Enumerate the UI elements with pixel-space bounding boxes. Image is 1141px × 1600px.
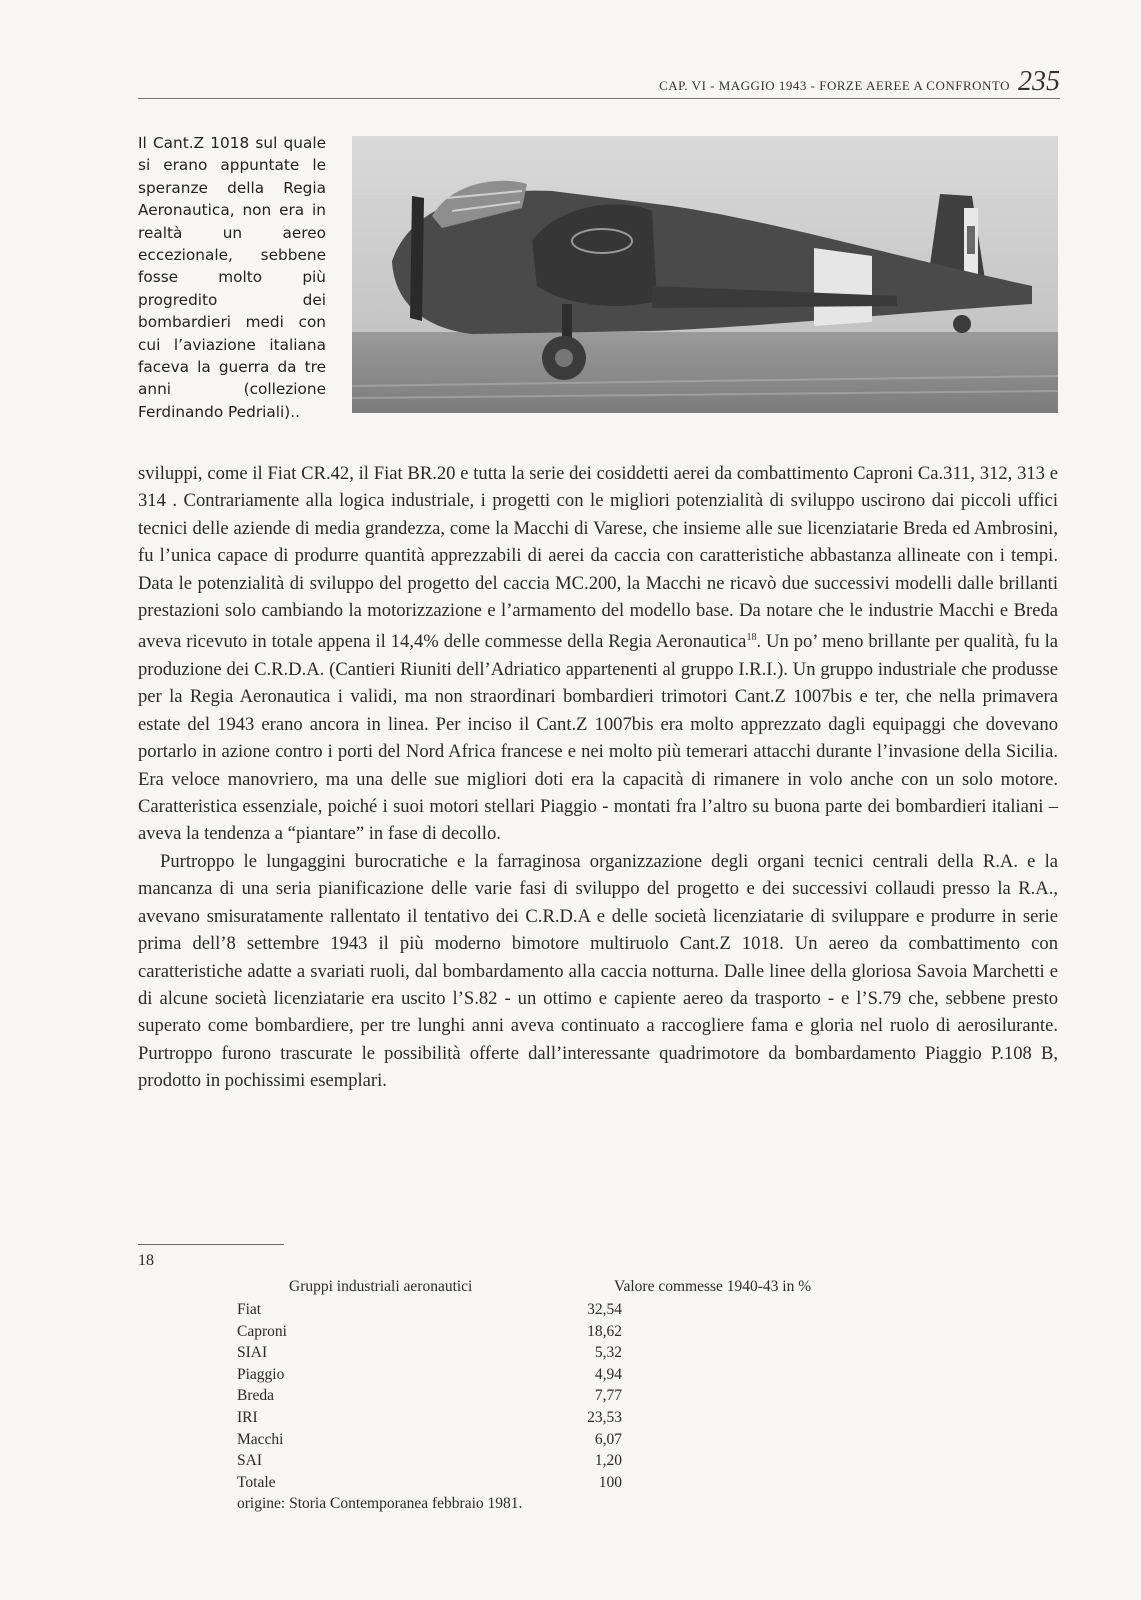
group-value: 18,62	[587, 1322, 622, 1340]
group-name: Totale	[237, 1473, 276, 1491]
group-name: Fiat	[237, 1301, 262, 1318]
footnote-rule	[138, 1244, 284, 1245]
table-row	[0, 1452, 700, 1474]
group-name: SIAI	[237, 1344, 268, 1362]
paragraph-1-part-a: sviluppi, come il Fiat CR.42, il Fiat BR.20 e tutta la serie dei cosiddetti aerei da combattimento Caproni Ca.311, 312, 313 e 314 . Contrariamente alla logica industriale, i progetti con le migliori potenzialità di sviluppo uscirono dai piccoli uffici tecnici delle aziende di media grandezza, come la Macchi di Varese, che insieme alle sue licenziatarie Breda ed Ambrosini, fu l’unica capace di produrre quantità apprezzabili di aerei da caccia con caratteristiche abbastanza allineate con i tempi. Data le potenzialità di sviluppo del progetto del caccia MC.200, la Macchi ne ricavò due successivi modelli dalle brillanti prestazioni solo cambiando la motorizzazione e l’armamento del modello base. Da notare che le industrie Macchi e Breda aveva ricevuto in totale appena il 14,4% delle commesse della Regia Aeronautica	[138, 463, 1058, 653]
running-head: CAP. VI - MAGGIO 1943 - FORZE AEREE A CONFRONTO	[659, 78, 1010, 93]
column-header-value: Valore commesse 1940-43 in %	[614, 1278, 812, 1295]
footnote-number: 18	[138, 1252, 154, 1269]
table-row	[0, 1301, 700, 1323]
body-text	[138, 460, 1058, 1095]
group-name: Caproni	[237, 1322, 287, 1340]
table-row	[0, 1344, 700, 1366]
group-name: Breda	[237, 1387, 275, 1405]
group-name: Piaggio	[237, 1365, 285, 1383]
group-value: 4,94	[594, 1365, 622, 1383]
group-value: 5,32	[594, 1344, 622, 1362]
table-source: origine: Storia Contemporanea febbraio 1981.	[237, 1495, 523, 1512]
paragraph-2: Purtroppo le lungaggini burocratiche e la farraginosa organizzazione degli organi tecnici centrali della R.A. e la mancanza di una seria pianificazione delle varie fasi di sviluppo del progetto e dei successivi collaudi presso la R.A., avevano smisuratamente rallentato il tentativo dei C.R.D.A e delle società licenziatarie di sviluppare e produrre in serie prima dell’8 settembre 1943 il più moderno bimotore multiruolo Cant.Z 1018. Un aereo da combattimento con caratteristiche adatte a svariati ruoli, dal bombardamento alla caccia notturna. Dalle linee della gloriosa Savoia Marchetti e di alcune società licenziatarie era uscito l’S.82 - un ottimo e capiente aereo da trasporto - e l’S.79 che, sebbene presto superato come bombardiere, per tre lunghi anni aveva continuato a raccogliere fama e gloria nel ruolo di aerosilurante. Purtroppo furono trascurate le possibilità offerte dall’interessante quadrimotore da bombardamento Piaggio P.108 B, prodotto in pochissimi esemplari.	[138, 850, 1058, 1092]
table-rows	[0, 1301, 700, 1495]
column-header-group: Gruppi industriali aeronautici	[289, 1278, 473, 1295]
page-header	[138, 62, 1060, 99]
group-name: IRI	[237, 1408, 258, 1426]
table-row	[0, 1474, 700, 1496]
photo-caption: Il Cant.Z 1018 sul quale si erano appuntate le speranze della Regia Aeronautica, non era in realtà un aereo eccezionale, sebbene fosse molto più progredito dei bombardieri medi con cui l’aviazione italiana faceva la guerra da tre anni (collezione Ferdinando Pedriali)..	[138, 134, 326, 421]
cant-z-1018-photo-illustration	[352, 136, 1058, 413]
table-row	[0, 1387, 700, 1409]
group-value: 100	[598, 1473, 622, 1491]
group-value: 32,54	[587, 1301, 622, 1318]
group-name: Macchi	[237, 1430, 284, 1448]
table-row	[0, 1366, 700, 1388]
group-value: 7,77	[594, 1387, 622, 1405]
aircraft-photo	[352, 136, 1058, 413]
group-value: 1,20	[594, 1452, 622, 1470]
paragraph-1	[138, 460, 1058, 848]
table-row	[0, 1409, 700, 1431]
footnote-reference: 18	[746, 632, 757, 644]
page-number: 235	[1018, 66, 1060, 97]
group-name: SAI	[237, 1452, 262, 1470]
group-value: 6,07	[594, 1430, 622, 1448]
group-value: 23,53	[587, 1408, 622, 1426]
paragraph-1-part-b: . Un po’ meno brillante per qualità, fu la produzione dei C.R.D.A. (Cantieri Riuniti dell’Adriatico appartenenti al gruppo I.R.I.). Un gruppo industriale che produsse per la Regia Aeronautica i validi, ma non straordinari bombardieri trimotori Cant.Z 1007bis e ter, che nella primavera estate del 1943 erano ancora in linea. Per inciso il Cant.Z 1007bis era molto apprezzato dagli equipaggi che dovevano portarlo in azione contro i porti del Nord Africa francese e nei molto più temerari attacchi durante l’invasione della Sicilia. Era veloce manovriero, ma una delle sue migliori doti era la capacità di rimanere in volo anche con un solo motore. Caratteristica essenziale, poiché i suoi motori stellari Piaggio - montati fra l’altro su buona parte dei bombardieri italiani – aveva la tendenza a “piantare” in fase di decollo.	[138, 631, 1058, 845]
table-row	[0, 1431, 700, 1453]
table-row	[0, 1323, 700, 1345]
